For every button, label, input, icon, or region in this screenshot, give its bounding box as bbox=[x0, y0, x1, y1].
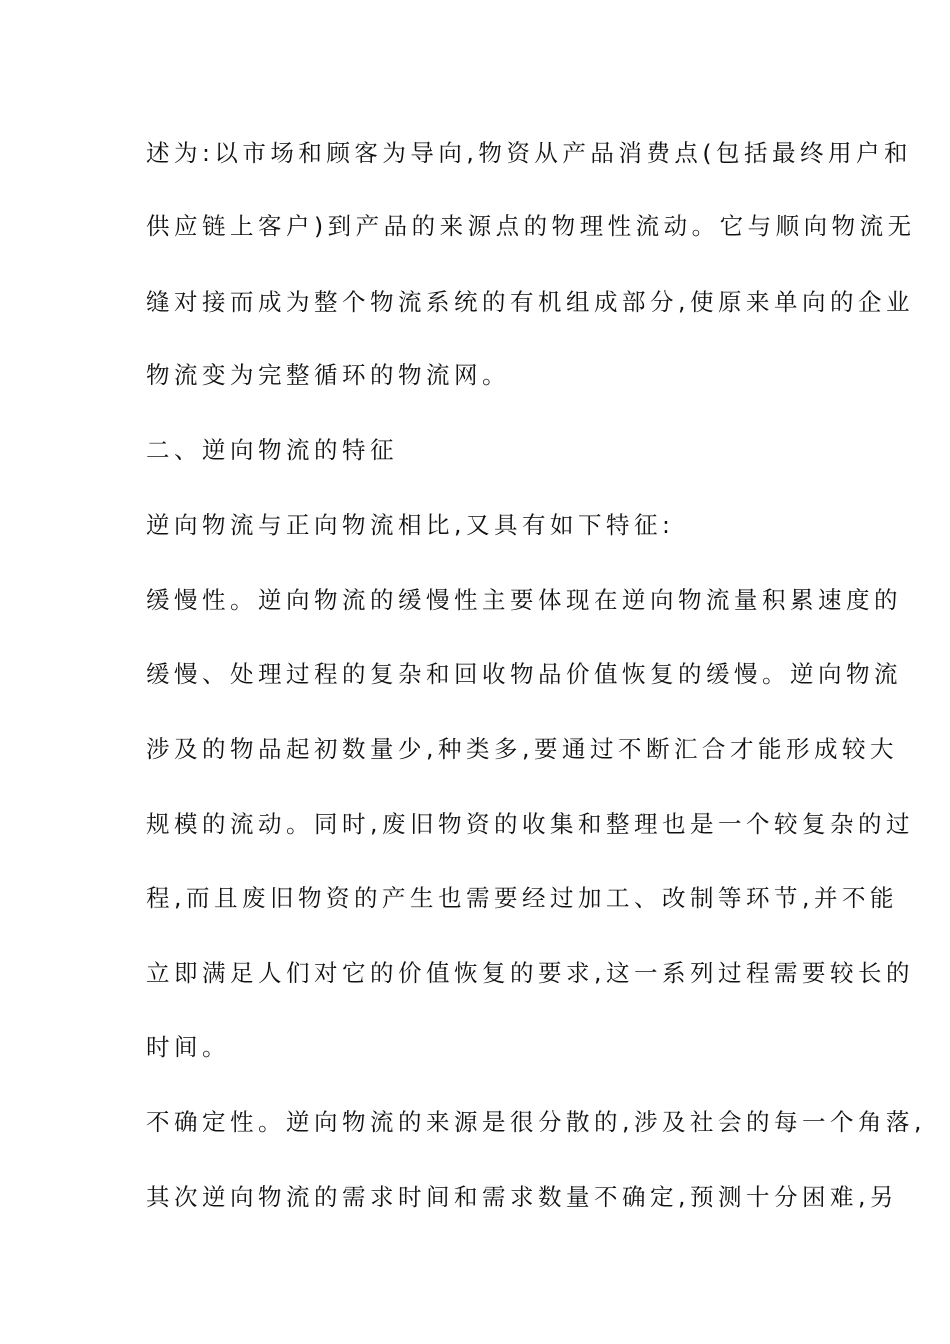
text-line: 缝对接而成为整个物流系统的有机组成部分,使原来单向的企业 bbox=[146, 288, 914, 316]
text-line: 立即满足人们对它的价值恢复的要求,这一系列过程需要较长的 bbox=[146, 959, 914, 987]
text-line: 缓慢性。逆向物流的缓慢性主要体现在逆向物流量积累速度的 bbox=[146, 586, 902, 614]
text-line: 规模的流动。同时,废旧物资的收集和整理也是一个较复杂的过 bbox=[146, 810, 914, 838]
text-line: 时间。 bbox=[146, 1033, 230, 1061]
text-line: 供应链上客户)到产品的来源点的物理性流动。它与顺向物流无 bbox=[146, 212, 916, 240]
text-line: 述为:以市场和顾客为导向,物资从产品消费点(包括最终用户和 bbox=[146, 139, 913, 167]
section-heading: 二、逆向物流的特征 bbox=[146, 436, 398, 464]
text-line: 逆向物流与正向物流相比,又具有如下特征: bbox=[146, 511, 675, 539]
text-line: 物流变为完整循环的物流网。 bbox=[146, 361, 510, 389]
text-line: 不确定性。逆向物流的来源是很分散的,涉及社会的每一个角落, bbox=[146, 1108, 926, 1136]
text-line: 缓慢、处理过程的复杂和回收物品价值恢复的缓慢。逆向物流 bbox=[146, 660, 902, 688]
text-line: 涉及的物品起初数量少,种类多,要通过不断汇合才能形成较大 bbox=[146, 735, 898, 763]
text-line: 程,而且废旧物资的产生也需要经过加工、改制等环节,并不能 bbox=[146, 884, 898, 912]
text-line: 其次逆向物流的需求时间和需求数量不确定,预测十分困难,另 bbox=[146, 1183, 898, 1211]
